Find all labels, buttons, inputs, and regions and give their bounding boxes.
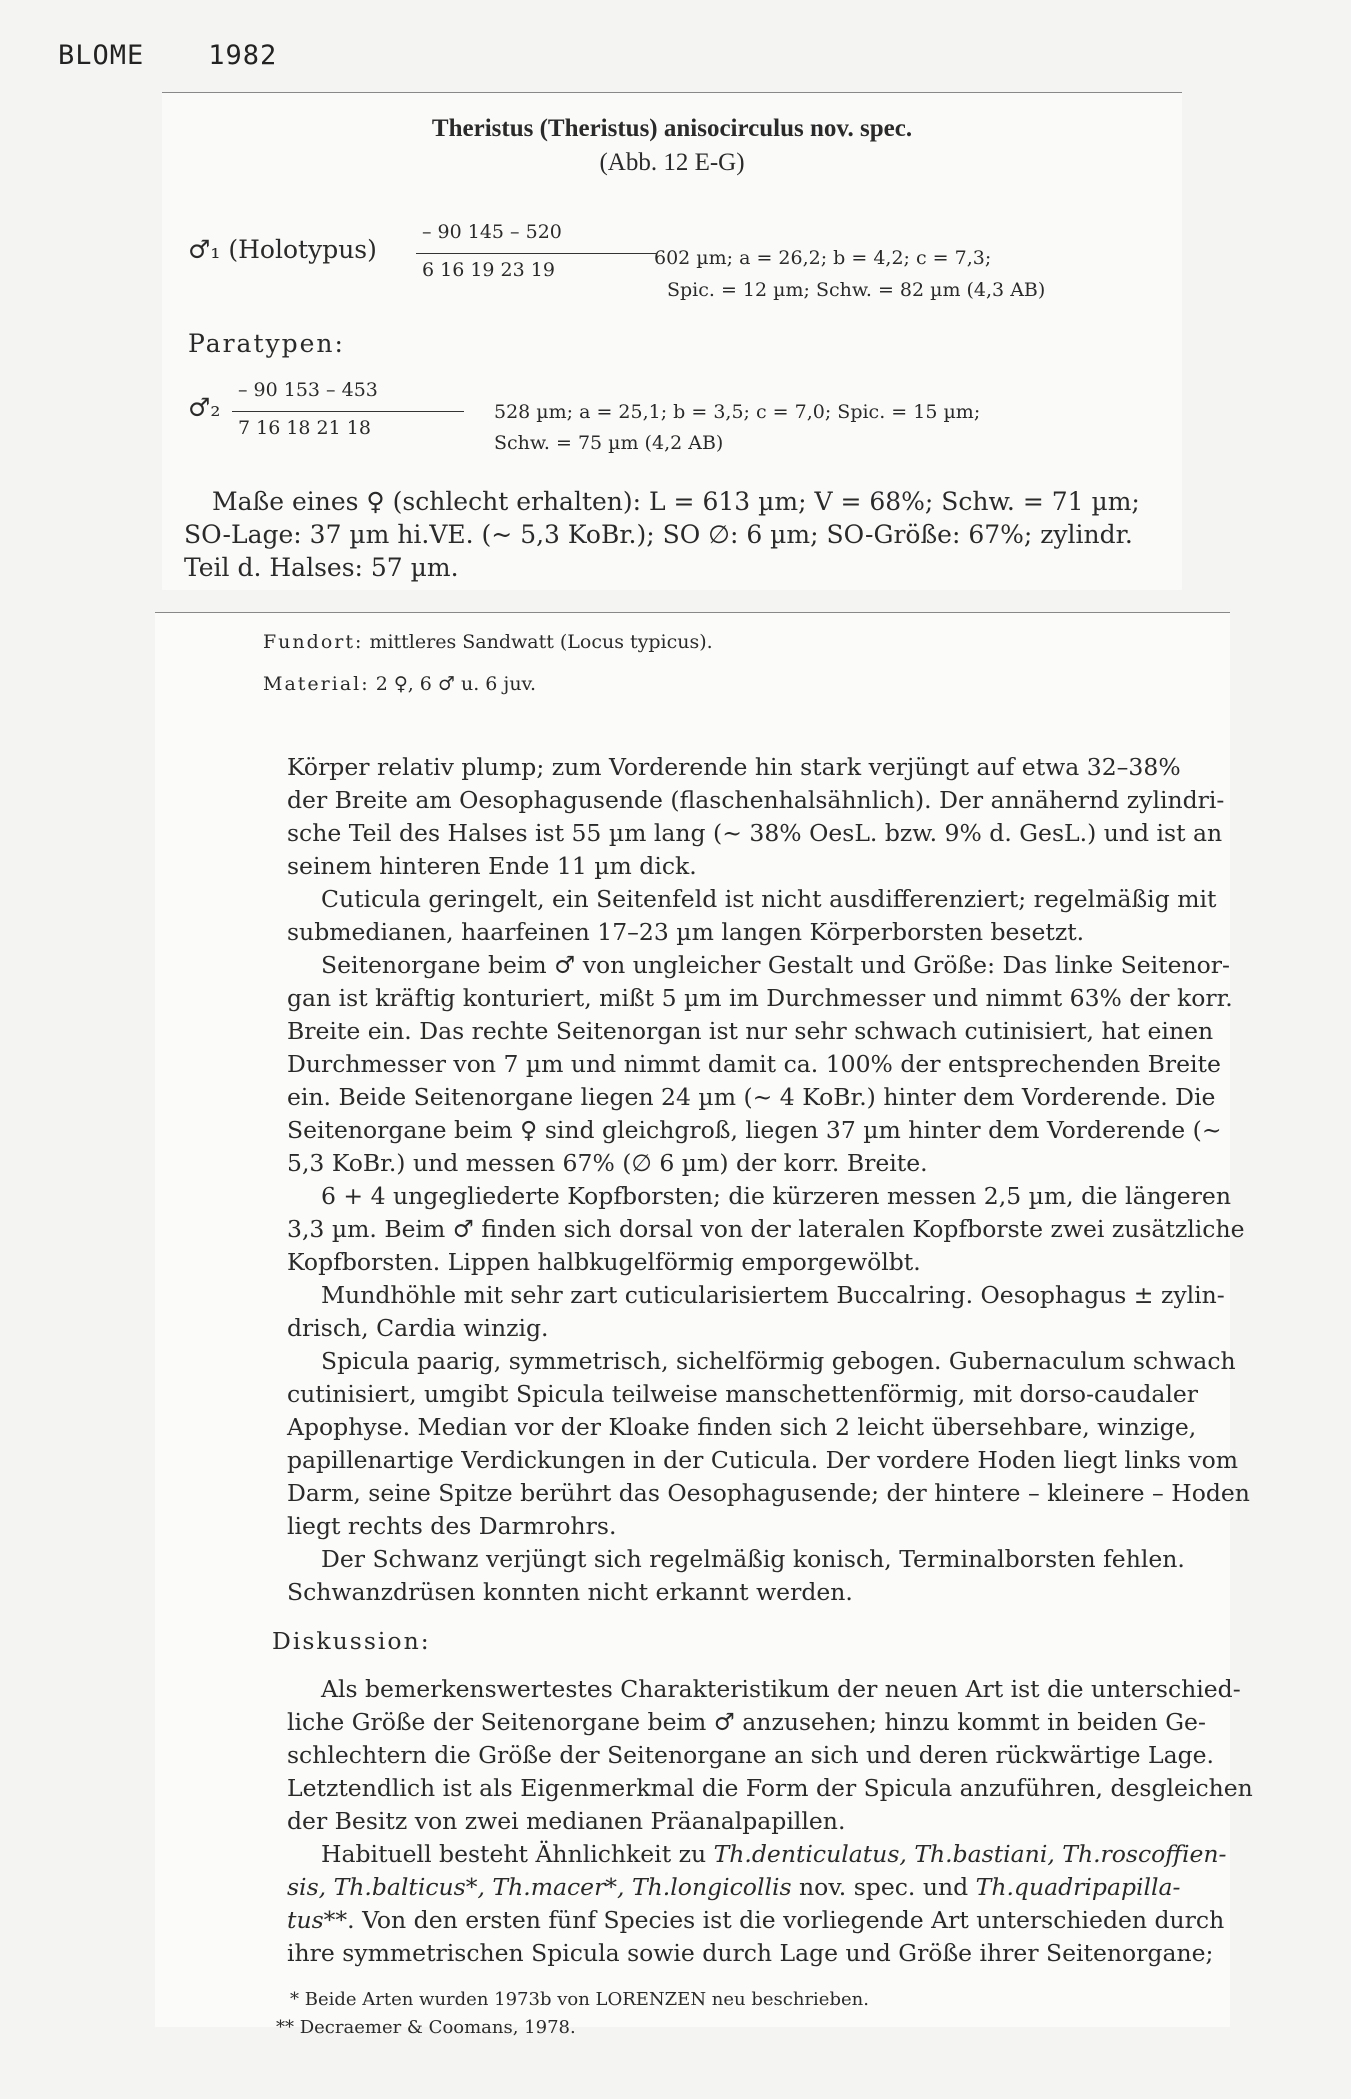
text-line: Mundhöhle mit sehr zart cuticularisiertem Buccalring. Oesophagus ± zylin-	[321, 1281, 1225, 1309]
text-span: Habituell besteht Ähnlichkeit zu	[321, 1840, 714, 1868]
text-line: Körper relativ plump; zum Vorderende hin stark verjüngt auf etwa 32–38%	[287, 753, 1181, 781]
species-header-panel	[162, 92, 1182, 590]
discussion-text	[287, 1673, 1253, 1970]
species-names: Th.denticulatus, Th.bastiani, Th.roscoffien-	[713, 1840, 1227, 1868]
fundort-line	[263, 631, 713, 653]
species-names: sis, Th.balticus*, Th.macer*, Th.longicollis	[287, 1873, 792, 1901]
female-measure-line-3: Teil d. Halses: 57 µm.	[184, 553, 459, 582]
paratype-formula-top: – 90 153 – 453	[238, 379, 378, 401]
species-names: tus**	[287, 1906, 348, 1934]
description-text	[287, 751, 1250, 1609]
text-line: Der Schwanz verjüngt sich regelmäßig konisch, Terminalborsten fehlen.	[321, 1545, 1185, 1573]
text-line: liegt rechts des Darmrohrs.	[287, 1512, 617, 1540]
text-line: gan ist kräftig konturiert, mißt 5 µm im Durchmesser und nimmt 63% der korr.	[287, 984, 1233, 1012]
text-line: Schwanzdrüsen konnten nicht erkannt werden.	[287, 1578, 853, 1606]
text-line: 6 + 4 ungegliederte Kopfborsten; die kürzeren messen 2,5 µm, die längeren	[321, 1182, 1231, 1210]
text-line	[287, 1871, 1253, 1904]
paratype-measure-1: 528 µm; a = 25,1; b = 3,5; c = 7,0; Spic. = 15 µm;	[494, 401, 981, 423]
text-line: schlechtern die Größe der Seitenorgane an sich und deren rückwärtige Lage.	[287, 1741, 1215, 1769]
text-line: Letztendlich ist als Eigenmerkmal die Form der Spicula anzuführen, desgleichen	[287, 1774, 1253, 1802]
text-line: liche Größe der Seitenorgane beim ♂ anzusehen; hinzu kommt in beiden Ge-	[287, 1708, 1206, 1736]
holotype-fraction-rule	[416, 253, 656, 254]
header-year: 1982	[208, 40, 278, 71]
holotype-label: ♂₁ (Holotypus)	[188, 235, 377, 264]
text-line: sche Teil des Halses ist 55 µm lang (~ 38% OesL. bzw. 9% d. GesL.) und ist an	[287, 819, 1223, 847]
header-author: BLOME	[58, 40, 145, 71]
footnote-1: * Beide Arten wurden 1973b von LORENZEN neu beschrieben.	[290, 1989, 869, 2010]
paratype-measure-2: Schw. = 75 µm (4,2 AB)	[494, 432, 724, 454]
holotype-formula-bottom: 6 16 19 23 19	[422, 259, 555, 281]
species-names: Th.quadripapilla-	[975, 1873, 1181, 1901]
page-header	[58, 40, 277, 71]
text-line: Spicula paarig, symmetrisch, sichelförmig gebogen. Gubernaculum schwach	[321, 1347, 1236, 1375]
text-line: Seitenorgane beim ♂ von ungleicher Gestalt und Größe: Das linke Seitenor-	[321, 951, 1230, 979]
text-line: Kopfborsten. Lippen halbkugelförmig emporgewölbt.	[287, 1248, 921, 1276]
paratype-formula	[232, 379, 464, 449]
text-line: der Breite am Oesophagusende (flaschenhalsähnlich). Der annähernd zylindri-	[287, 786, 1225, 814]
text-line: Cuticula geringelt, ein Seitenfeld ist nicht ausdifferenziert; regelmäßig mit	[321, 885, 1217, 913]
text-line: Darm, seine Spitze berührt das Oesophagusende; der hintere – kleinere – Hoden	[287, 1479, 1250, 1507]
paratype-fraction-rule	[232, 411, 464, 412]
female-measure-line-1: Maße eines ♀ (schlecht erhalten): L = 613 µm; V = 68%; Schw. = 71 µm;	[212, 487, 1140, 516]
text-span: nov. spec. und	[791, 1873, 976, 1901]
text-line: Breite ein. Das rechte Seitenorgan ist nur sehr schwach cutinisiert, hat einen	[287, 1017, 1214, 1045]
text-line: cutinisiert, umgibt Spicula teilweise manschettenförmig, mit dorso-caudaler	[287, 1380, 1199, 1408]
holotype-measure-1: 602 µm; a = 26,2; b = 4,2; c = 7,3;	[654, 247, 992, 269]
paratypes-heading: Paratypen:	[188, 329, 345, 358]
material-value: 2 ♀, 6 ♂ u. 6 juv.	[375, 673, 537, 695]
discussion-heading: Diskussion:	[272, 1627, 431, 1655]
material-line	[263, 673, 536, 695]
text-line: Durchmesser von 7 µm und nimmt damit ca. 100% der entsprechenden Breite	[287, 1050, 1221, 1078]
text-line: der Besitz von zwei medianen Präanalpapillen.	[287, 1807, 846, 1835]
text-line: Apophyse. Median vor der Kloake finden sich 2 leicht übersehbare, winzige,	[287, 1413, 1197, 1441]
footnote-2: ** Decraemer & Coomans, 1978.	[276, 2017, 576, 2038]
fundort-value: mittleres Sandwatt (Locus typicus).	[369, 631, 713, 653]
text-line: submedianen, haarfeinen 17–23 µm langen Körperborsten besetzt.	[287, 918, 1085, 946]
holotype-measure-2: Spic. = 12 µm; Schw. = 82 µm (4,3 AB)	[667, 279, 1046, 301]
figure-reference: (Abb. 12 E-G)	[599, 149, 745, 176]
text-line: ein. Beide Seitenorgane liegen 24 µm (~ 4 KoBr.) hinter dem Vorderende. Die	[287, 1083, 1216, 1111]
text-line	[287, 1904, 1253, 1937]
text-line	[287, 1838, 1253, 1871]
paratype-formula-bottom: 7 16 18 21 18	[238, 417, 371, 439]
description-panel	[155, 612, 1253, 2038]
female-measure-line-2: SO-Lage: 37 µm hi.VE. (~ 5,3 KoBr.); SO ∅: 6 µm; SO-Größe: 67%; zylindr.	[184, 520, 1133, 549]
text-line: ihre symmetrischen Spicula sowie durch Lage und Größe ihrer Seitenorgane;	[287, 1939, 1214, 1967]
material-label: Material:	[263, 673, 370, 695]
text-line: drisch, Cardia winzig.	[287, 1314, 549, 1342]
text-line: seinem hinteren Ende 11 µm dick.	[287, 852, 697, 880]
text-line: papillenartige Verdickungen in der Cuticula. Der vordere Hoden liegt links vom	[287, 1446, 1239, 1474]
paratype-male2-label: ♂₂	[188, 393, 221, 422]
text-span: . Von den ersten fünf Species ist die vorliegende Art unterschieden durch	[347, 1906, 1225, 1934]
holotype-formula-top: – 90 145 – 520	[422, 221, 562, 243]
text-line: 5,3 KoBr.) und messen 67% (∅ 6 µm) der korr. Breite.	[287, 1149, 928, 1177]
text-line: Seitenorgane beim ♀ sind gleichgroß, liegen 37 µm hinter dem Vorderende (~	[287, 1116, 1222, 1144]
fundort-label: Fundort:	[263, 631, 364, 653]
text-line: Als bemerkenswertestes Charakteristikum der neuen Art ist die unterschied-	[321, 1675, 1241, 1703]
text-line: 3,3 µm. Beim ♂ finden sich dorsal von der lateralen Kopfborste zwei zusätzliche	[287, 1215, 1245, 1243]
species-title: Theristus (Theristus) anisocirculus nov. spec.	[431, 115, 913, 142]
holotype-formula	[416, 221, 656, 291]
